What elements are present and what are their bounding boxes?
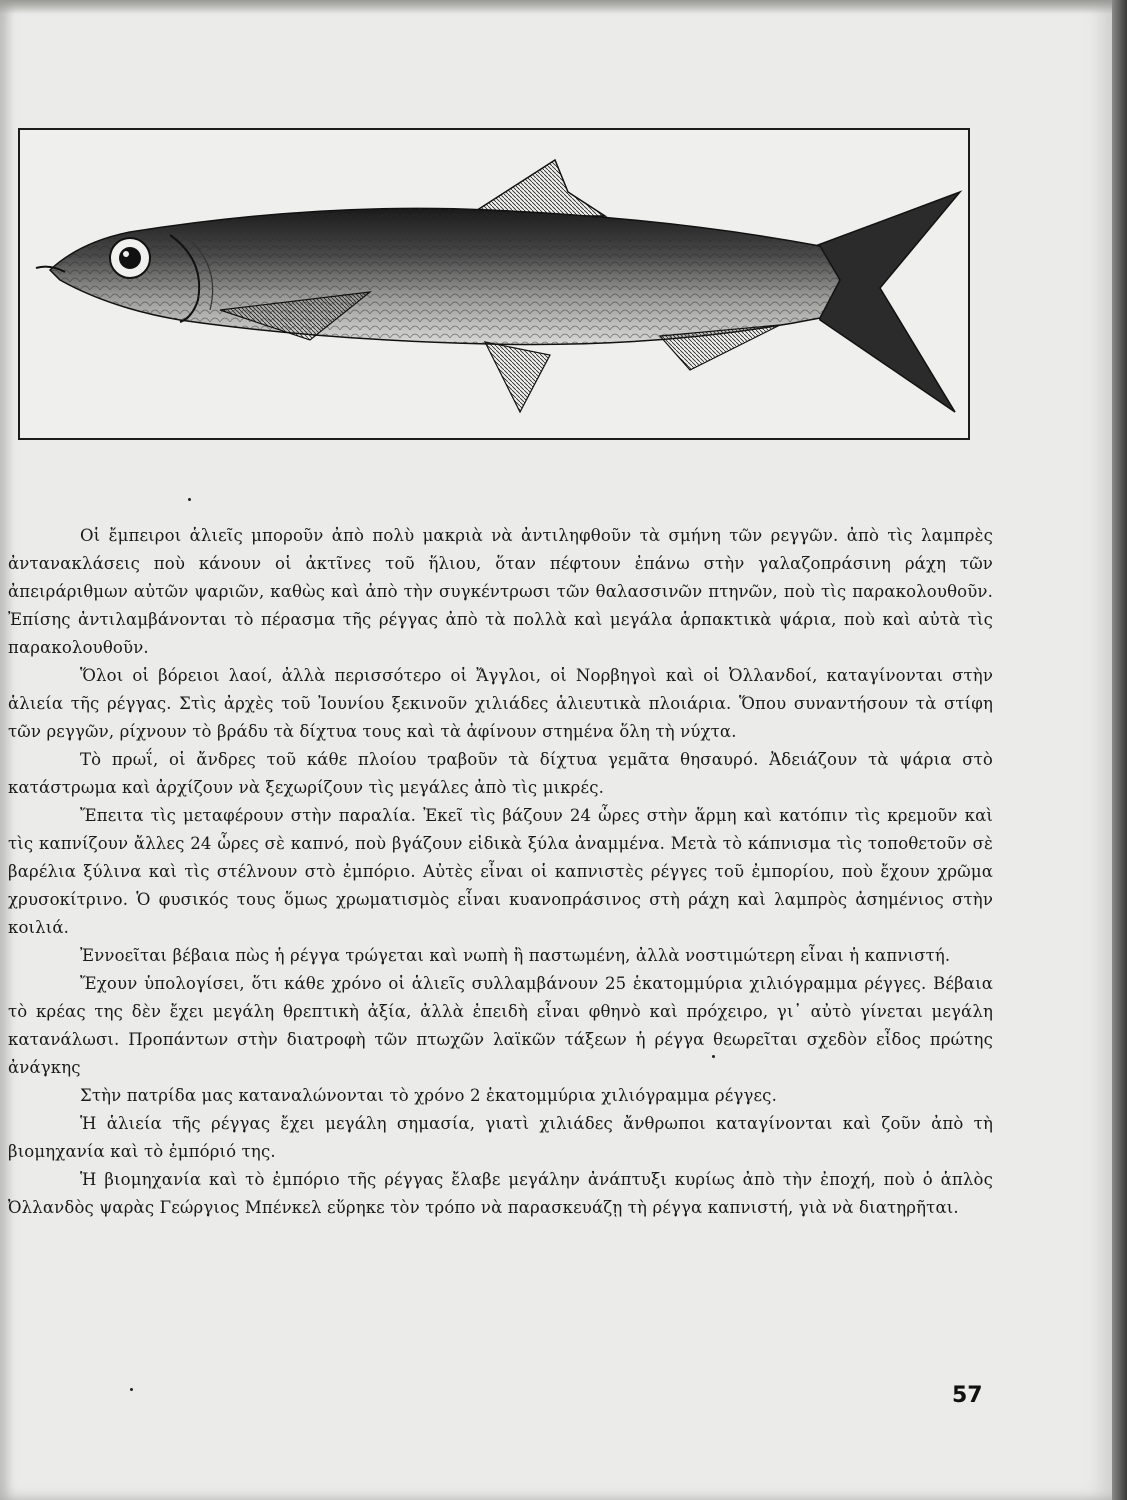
paragraph: Ὅλοι οἱ βόρειοι λαοί, ἀλλὰ περισσότερο οἱ Ἄγγλοι, οἱ Νορβηγοὶ καὶ οἱ Ὀλλανδοί, καταγίνονται στὴν ἁλιεία τῆς ρέγγας. Στὶς ἀρχὲς τοῦ Ἰουνίου ξεκινοῦν χιλιάδες ἁλιευτικὰ πλοιάρια. Ὅπου συναντήσουν τὰ στίφη τῶν ρεγγῶν, ρίχνουν τὸ βράδυ τὰ δίχτυα τους καὶ τὰ ἀφίνουν στημένα ὅλη τὴ νύχτα. bbox=[8, 666, 993, 741]
paragraph: Στὴν πατρίδα μας καταναλώνονται τὸ χρόνο 2 ἑκατομμύρια χιλιόγραμμα ρέγγες. bbox=[80, 1086, 777, 1105]
herring-illustration bbox=[20, 130, 968, 438]
tail-fin bbox=[810, 192, 960, 412]
paragraph: Οἱ ἔμπειροι ἁλιεῖς μποροῦν ἀπὸ πολὺ μακριὰ νὰ ἀντιληφθοῦν τὰ σμήνη τῶν ρεγγῶν. ἀπὸ τὶς λαμπρὲς ἀντανακλάσεις ποὺ κάνουν οἱ ἀκτῖνες τοῦ ἥλιου, ὅταν πέφτουν ἐπάνω στὴν γαλαζοπράσινη ράχη τῶν ἀπειράριθμων αὐτῶν ψαριῶν, καθὼς καὶ ἀπὸ τὴν συγκέντρωσι τῶν θαλασσινῶν πτηνῶν, ποὺ τὶς παρακολουθοῦν. Ἐπίσης ἀντιλαμβάνονται τὸ πέρασμα τῆς ρέγγας ἀπὸ τὰ πολλὰ καὶ μεγάλα ἁρπακτικὰ ψάρια, ποὺ καὶ αὐτὰ τὶς παρακολουθοῦν. bbox=[8, 526, 993, 657]
print-speck bbox=[188, 498, 191, 501]
paragraph: Ἡ βιομηχανία καὶ τὸ ἐμπόριο τῆς ρέγγας ἔλαβε μεγάλην ἀνάπτυξι κυρίως ἀπὸ τὴν ἐποχή, ποὺ ὁ ἁπλὸς Ὀλλανδὸς ψαρὰς Γεώργιος Μπένκελ εὕρηκε τὸν τρόπο νὰ παρασκευάζῃ τὴ ρέγγα καπνιστή, γιὰ νὰ διατηρῆται. bbox=[8, 1170, 993, 1217]
paragraph: Ἔπειτα τὶς μεταφέρουν στὴν παραλία. Ἐκεῖ τὶς βάζουν 24 ὧρες στὴν ἅρμη καὶ κατόπιν τὶς κρεμοῦν καὶ τὶς καπνίζουν ἄλλες 24 ὧρες σὲ καπνό, ποὺ βγάζουν εἰδικὰ ξύλα ἀναμμένα. Μετὰ τὸ κάπνισμα τὶς τοποθετοῦν σὲ βαρέλια ξύλινα καὶ τὶς στέλνουν στὸ ἐμπόριο. Αὐτὲς εἶναι οἱ καπνιστὲς ρέγγες τοῦ ἐμπορίου, ποὺ ἔχουν χρῶμα χρυσοκίτρινο. Ὁ φυσικός τους ὅμως χρωματισμὸς εἶναι κυανοπράσινος στὴ ράχη καὶ λαμπρὸς ἀσημένιος στὴν κοιλιά. bbox=[8, 806, 993, 937]
paragraph: Ἔχουν ὑπολογίσει, ὅτι κάθε χρόνο οἱ ἁλιεῖς συλλαμβάνουν 25 ἑκατομμύρια χιλιόγραμμα ρέγγες. Βέβαια τὸ κρέας της δὲν ἔχει μεγάλη θρεπτικὴ ἀξία, ἀλλὰ ἐπειδὴ εἶναι φθηνὸ καὶ πρόχειρο, γι᾽ αὐτὸ γίνεται μεγάλη κατανάλωσι. Προπάντων στὴν διατροφὴ τῶν πτωχῶν λαϊκῶν τάξεων ἡ ρέγγα θεωρεῖται σχεδὸν εἶδος πρώτης ἀνάγκης bbox=[8, 974, 993, 1077]
paragraph: Ἡ ἁλιεία τῆς ρέγγας ἔχει μεγάλη σημασία, γιατὶ χιλιάδες ἄνθρωποι καταγίνονται καὶ ζοῦν ἀπὸ τὴ βιομηχανία καὶ τὸ ἐμπόριό της. bbox=[8, 1114, 993, 1161]
article-text bbox=[8, 522, 993, 1222]
pelvic-fin bbox=[485, 342, 550, 412]
page-top-shadow bbox=[0, 0, 1127, 14]
paragraph: Ἐννοεῖται βέβαια πὼς ἡ ρέγγα τρώγεται καὶ νωπὴ ἢ παστωμένη, ἀλλὰ νοστιμώτερη εἶναι ἡ καπνιστή. bbox=[80, 946, 951, 965]
page-number: 57 bbox=[952, 1383, 983, 1408]
herring-figure-frame bbox=[18, 128, 970, 440]
print-speck bbox=[712, 1055, 715, 1058]
paragraph: Τὸ πρωΐ, οἱ ἄνδρες τοῦ κάθε πλοίου τραβοῦν τὰ δίχτυα γεμᾶτα θησαυρό. Ἀδειάζουν τὰ ψάρια στὸ κατάστρωμα καὶ ἀρχίζουν νὰ ξεχωρίζουν τὶς μεγάλες ἀπὸ τὶς μικρές. bbox=[8, 750, 993, 797]
print-speck bbox=[130, 1388, 133, 1391]
dorsal-fin bbox=[468, 160, 605, 216]
book-edge bbox=[1112, 0, 1127, 1500]
